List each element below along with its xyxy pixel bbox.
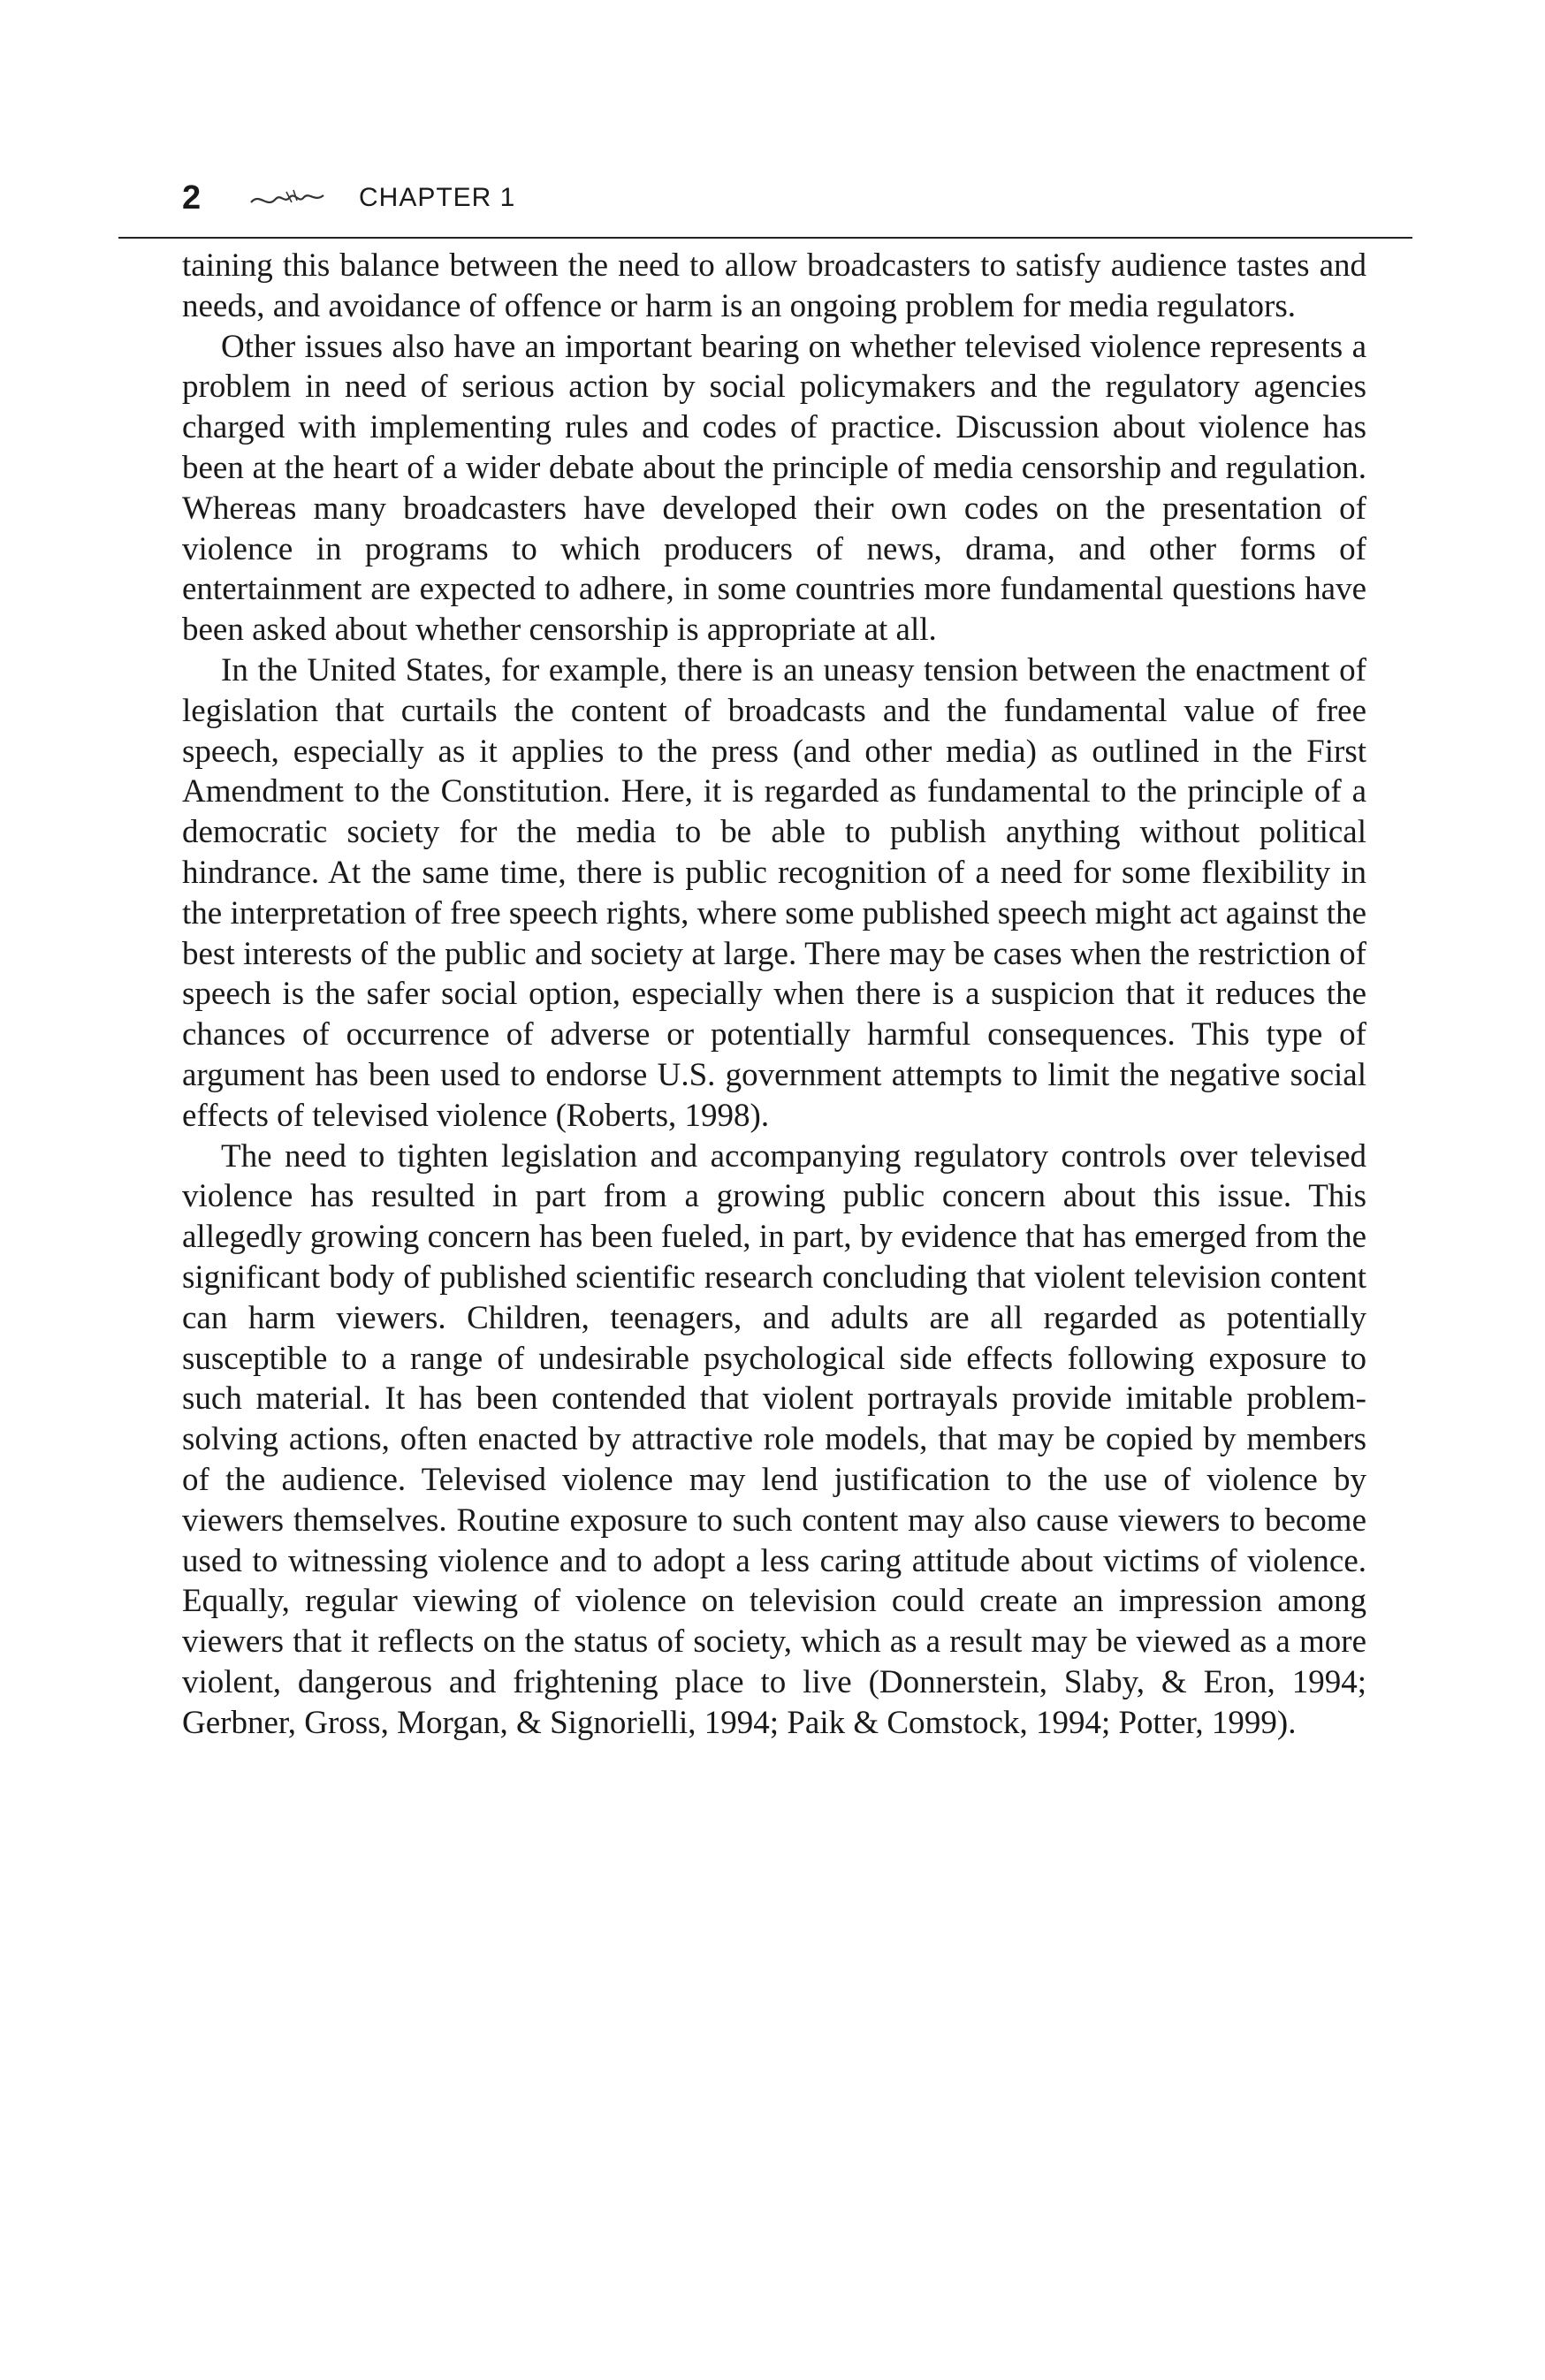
flourish-ornament-icon <box>247 185 327 211</box>
page-number: 2 <box>182 179 202 217</box>
paragraph: In the United States, for example, there is an uneasy tension between the enactment of legislation that curtails the content of broadcasts and the fundamental value of free speech, especially as it applies to the press (and other media) as outlined in the First Amendment to the Constitution. Here, it is regarded as fundamental to the principle of a democratic society for the media to be able to publish anything without political hindrance. At the same time, there is public recognition of a need for some flexibility in the interpretation of free speech rights, where some published speech might act against the best interests of the public and society at large. There may be cases when the restriction of speech is the safer social option, especially when there is a suspicion that it reduces the chances of occurrence of adverse or potentially harmful consequences. This type of argument has been used to endorse U.S. government attempts to limit the negative social effects of televised violence (Roberts, 1998). <box>182 651 1366 1134</box>
header-rule <box>118 237 1412 239</box>
paragraph: The need to tighten legislation and accompanying regulatory controls over televised violence has resulted in part from a growing public concern about this issue. This allegedly growing concern has been fueled, in part, by evidence that has emerged from the significant body of published scientific research concluding that violent television content can harm viewers. Children, teenagers, and adults are all regarded as potentially susceptible to a range of undesirable psychological side effects following exposure to such material. It has been contended that violent portrayals provide imitable problem-solving actions, often enacted by attractive role models, that may be copied by members of the audience. Televised violence may lend justification to the use of violence by viewers themselves. Routine exposure to such content may also cause viewers to become used to witnessing violence and to adopt a less caring attitude about victims of violence. Equally, regular viewing of violence on television could create an impression among viewers that it reflects on the status of society, which as a result may be viewed as a more violent, dangerous and frightening place to live (Donnerstein, Slaby, & Eron, 1994; Gerbner, Gross, Morgan, & Signorielli, 1994; Paik & Comstock, 1994; Potter, 1999). <box>182 1137 1366 1741</box>
chapter-label: CHAPTER 1 <box>359 183 516 212</box>
paragraph-continued: taining this balance between the need to allow broadcasters to satisfy audience tastes and needs, and avoidance of offence or harm is an ongoing problem for media regulators. <box>182 247 1366 324</box>
running-head <box>182 173 1419 223</box>
paragraph: Other issues also have an important bearing on whether televised violence represents a problem in need of serious action by social policymakers and the regulatory agencies charged with implementing rules and codes of practice. Discussion about violence has been at the heart of a wider debate about the principle of media censorship and regulation. Whereas many broadcasters have developed their own codes on the presentation of violence in programs to which producers of news, drama, and other forms of entertainment are expected to adhere, in some countries more fundamental questions have been asked about whether censorship is appropriate at all. <box>182 328 1366 649</box>
body-text <box>182 246 1366 1743</box>
